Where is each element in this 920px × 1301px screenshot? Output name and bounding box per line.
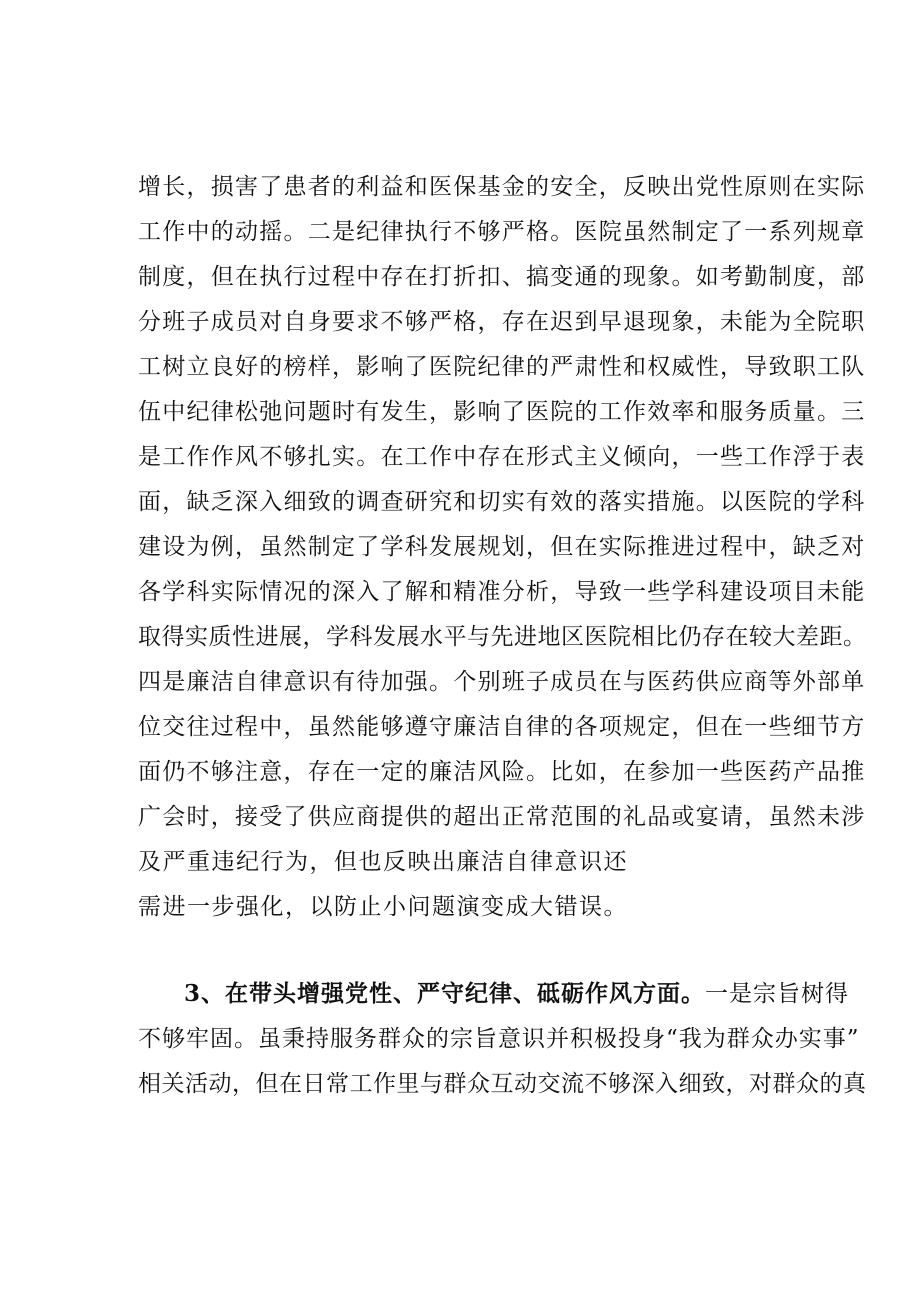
section-3-heading: 3、在带头增强党性、严守纪律、砥砺作风方面。 [184,980,706,1007]
paragraph-line: 建设为例，虽然制定了学科发展规划，但在实际推进过程中，缺乏对 [138,534,866,560]
paragraph-line: 伍中纪律松弛问题时有发生，影响了医院的工作效率和服务质量。三 [138,399,866,425]
paragraph-line: 取得实质性进展，学科发展水平与先进地区医院相比仍存在较大差距。 [138,624,867,650]
section-3-first-line-text: 一是宗旨树得 [705,981,850,1007]
paragraph-line: 制度，但在执行过程中存在打折扣、搞变通的现象。如考勤制度，部 [138,264,866,290]
paragraph-line: 工树立良好的榜样，影响了医院纪律的严肃性和权威性，导致职工队 [138,354,866,380]
paragraph-line: 及严重违纪行为，但也反映出廉洁自律意识还 [138,849,628,875]
paragraph-line: 四是廉洁自律意识有待加强。个别班子成员在与医药供应商等外部单 [138,669,866,695]
paragraph-line: 增长，损害了患者的利益和医保基金的安全，反映出党性原则在实际 [138,174,866,200]
paragraph-line: 不够牢固。虽秉持服务群众的宗旨意识并积极投身“我为群众办实事” [138,1026,860,1052]
paragraph-line: 位交往过程中，虽然能够遵守廉洁自律的各项规定，但在一些细节方 [138,714,866,740]
paragraph-line: 分班子成员对自身要求不够严格，存在迟到早退现象，未能为全院职 [138,309,866,335]
paragraph-line: 面，缺乏深入细致的调查研究和切实有效的落实措施。以医院的学科 [138,489,866,515]
section-3-first-line [184,979,849,1009]
paragraph-line: 面仍不够注意，存在一定的廉洁风险。比如，在参加一些医药产品推 [138,759,866,785]
paragraph-line: 是工作作风不够扎实。在工作中存在形式主义倾向，一些工作浮于表 [138,444,866,470]
paragraph-line: 需进一步强化，以防止小问题演变成大错误。 [138,894,628,920]
paragraph-line: 相关活动，但在日常工作里与群众互动交流不够深入细致，对群众的真 [138,1071,867,1097]
paragraph-line: 广会时，接受了供应商提供的超出正常范围的礼品或宴请，虽然未涉 [138,804,866,830]
paragraph-line: 各学科实际情况的深入了解和精准分析，导致一些学科建设项目未能 [138,579,866,605]
paragraph-line: 工作中的动摇。二是纪律执行不够严格。医院虽然制定了一系列规章 [138,219,866,245]
